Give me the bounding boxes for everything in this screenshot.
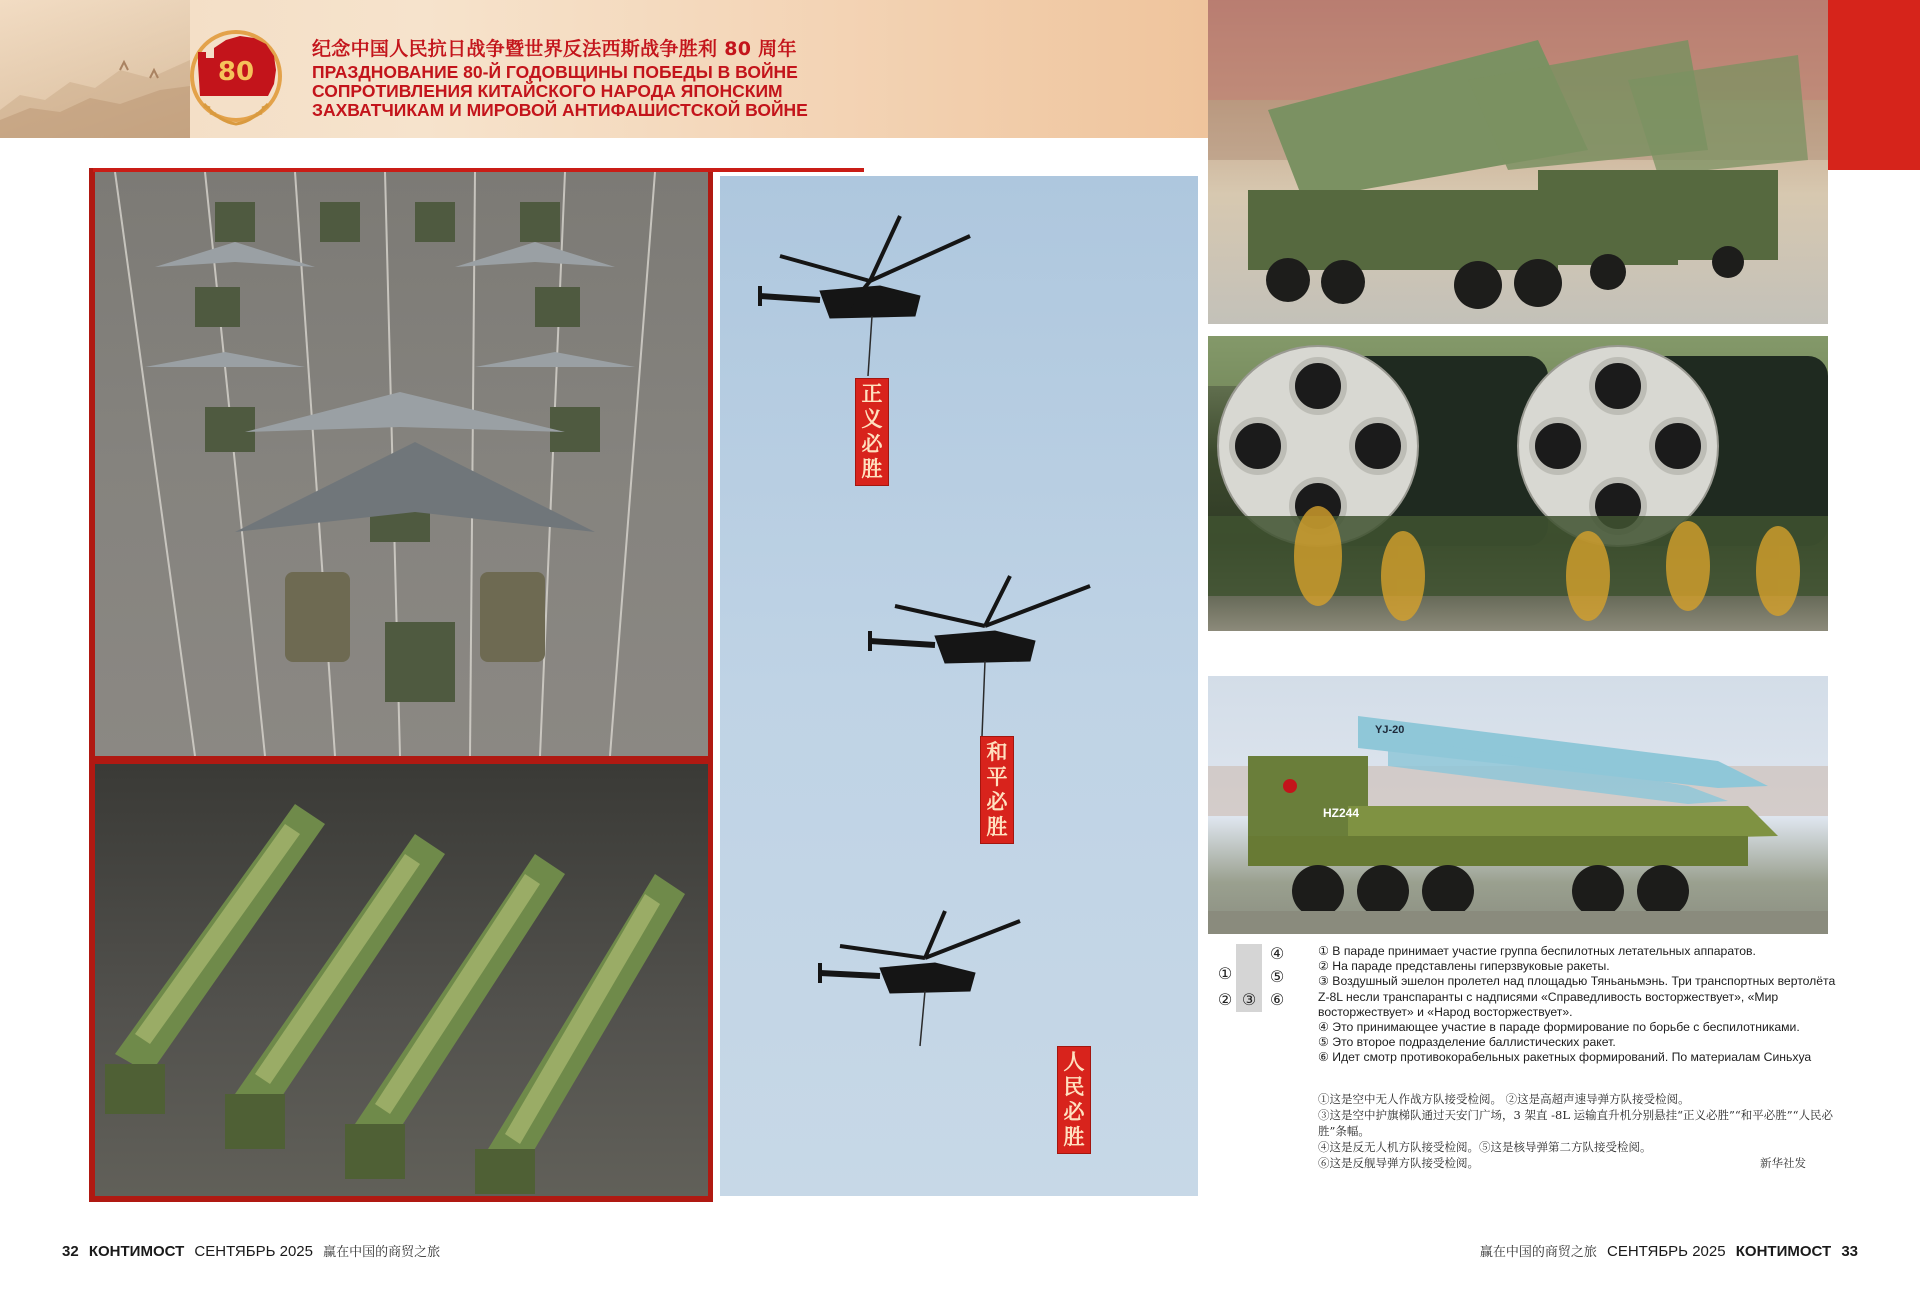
banner-char: 胜 <box>986 815 1008 839</box>
banner-justice <box>855 378 889 486</box>
banner-char: 义 <box>861 407 883 431</box>
grid-cell: ① <box>1217 964 1233 983</box>
grid-cell: ⑤ <box>1269 967 1285 986</box>
caption-line: ② На параде представлены гиперзвуковые ракеты. <box>1318 959 1610 974</box>
slogan: 赢在中国的商贸之旅 <box>1479 1245 1597 1260</box>
caption-line: ⑥这是反舰导弹方队接受检阅。 <box>1318 1156 1479 1170</box>
issue-date: СЕНТЯБРЬ 2025 <box>194 1243 313 1260</box>
issue-date: СЕНТЯБРЬ 2025 <box>1607 1243 1726 1260</box>
anniversary-emblem <box>180 22 292 134</box>
caption-line: ①这是空中无人作战方队接受检阅。 ②这是高超声速导弹方队接受检阅。 <box>1318 1092 1690 1106</box>
grid-cell: ④ <box>1269 944 1285 963</box>
banner-peace <box>980 736 1014 844</box>
emblem-number: 80 <box>217 57 255 87</box>
title-russian-line: ЗАХВАТЧИКАМ И МИРОВОЙ АНТИФАШИСТСКОЙ ВОЙНЕ <box>312 100 808 120</box>
banner-char: 胜 <box>1063 1125 1085 1149</box>
df26-missile-photo <box>95 764 708 1196</box>
caption-line: ① В параде принимает участие группа беспилотных летательных аппаратов. <box>1318 944 1756 958</box>
footer-left <box>62 1242 440 1263</box>
corner-red-accent <box>1823 0 1920 170</box>
page-number-left: 32 <box>62 1243 79 1260</box>
caption-russian <box>1318 944 1838 1066</box>
banner-char: 必 <box>861 432 883 456</box>
banner-char: 和 <box>986 740 1008 764</box>
drone-parade-photo <box>95 172 708 756</box>
title-russian-line: ПРАЗДНОВАНИЕ 80-Й ГОДОВЩИНЫ ПОБЕДЫ В ВОЙНЕ <box>312 62 798 82</box>
title-russian-line: СОПРОТИВЛЕНИЯ КИТАЙСКОГО НАРОДА ЯПОНСКИМ <box>312 81 783 101</box>
caption-line: ④这是反无人机方队接受检阅。⑤这是核导弹第二方队接受检阅。 <box>1318 1140 1652 1154</box>
title-russian <box>312 63 1012 120</box>
photo-position-grid <box>1210 944 1310 1012</box>
truck-marking: HZ244 <box>1323 806 1360 820</box>
caption-line: ⑥ Идет смотр противокорабельных ракетных формирований. По материалам Синьхуа <box>1318 1050 1812 1065</box>
banner-char: 必 <box>1063 1100 1085 1124</box>
footer-right <box>1480 1242 1858 1263</box>
grid-cell: ② <box>1217 990 1233 1009</box>
banner-char: 必 <box>986 790 1008 814</box>
banner-char: 平 <box>986 765 1008 789</box>
helicopter-formation-photo <box>720 176 1198 1196</box>
page-number-right: 33 <box>1841 1243 1858 1260</box>
radar-truck-photo <box>1208 0 1828 324</box>
title-chinese: 纪念中国人民抗日战争暨世界反法西斯战争胜利 80 周年 <box>312 38 797 60</box>
header-band <box>0 0 1210 138</box>
antiship-missile-photo <box>1208 676 1828 934</box>
helicopter-1 <box>760 216 970 318</box>
magazine-name: КОНТИМОСТ <box>1735 1243 1832 1260</box>
banner-char: 胜 <box>861 457 883 481</box>
hypersonic-rocket-photo <box>1208 336 1828 631</box>
grid-cell: ⑥ <box>1269 990 1285 1009</box>
banner-char: 正 <box>861 382 883 406</box>
helicopter-3 <box>820 911 1020 993</box>
caption-line: ④ Это принимающее участие в параде формирование по борьбе с беспилотниками. <box>1318 1020 1800 1035</box>
caption-line: ⑤ Это второе подразделение баллистических ракет. <box>1318 1035 1616 1050</box>
banner-char: 人 <box>1063 1050 1085 1074</box>
banner-people <box>1057 1046 1091 1154</box>
slogan: 赢在中国的商贸之旅 <box>323 1245 441 1260</box>
missile-marking: YJ-20 <box>1375 724 1405 736</box>
photo-credit: 新华社发 <box>1760 1156 1806 1170</box>
caption-line: ③ Воздушный эшелон пролетел над площадью Тяньаньмэнь. Три транспортных вертолёта Z-8L несли транспаранты с надписями «Справедливость восторжествует», «Мир восторжествует» и «Народ восторжествует». <box>1318 974 1836 1019</box>
banner-char: 民 <box>1063 1075 1085 1099</box>
grid-cell: ③ <box>1241 990 1257 1009</box>
great-wall-decoration <box>0 0 190 138</box>
magazine-name: КОНТИМОСТ <box>88 1243 185 1260</box>
helicopter-2 <box>870 576 1090 663</box>
caption-line: ③这是空中护旗梯队通过天安门广场，3 架直 -8L 运输直升机分别悬挂“正义必胜”“和平必胜”“人民必胜”条幅。 <box>1318 1108 1834 1138</box>
